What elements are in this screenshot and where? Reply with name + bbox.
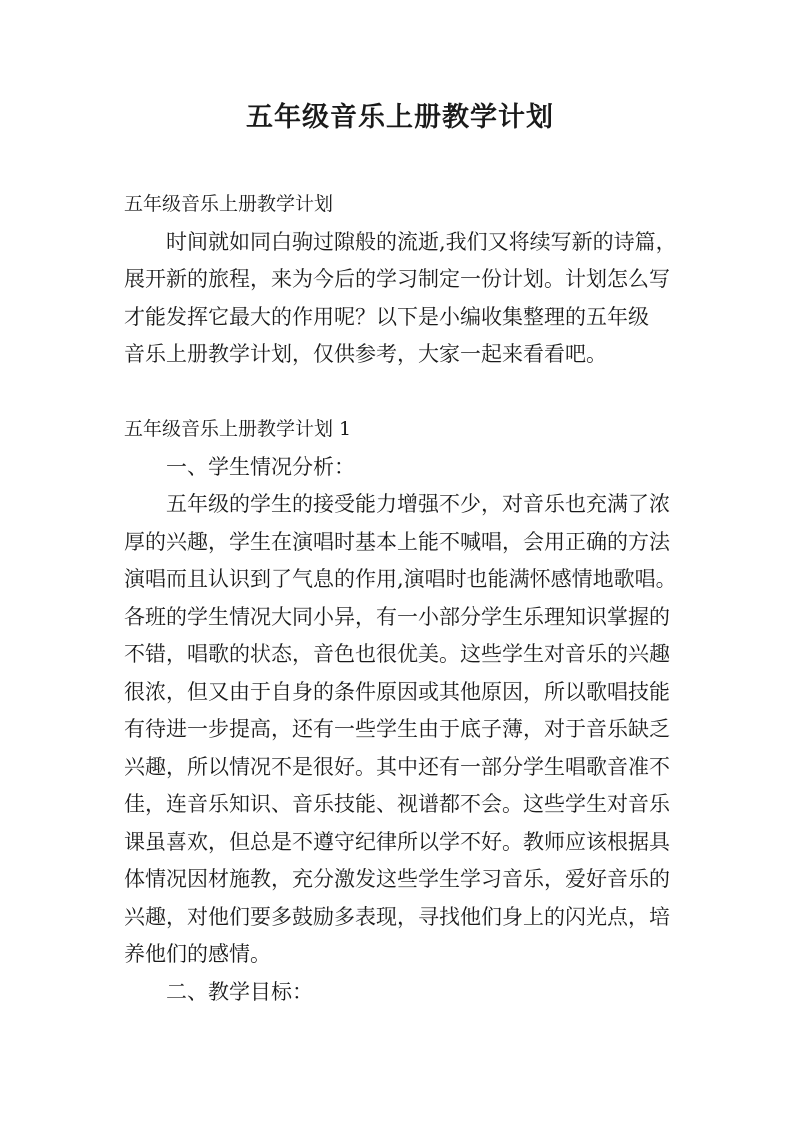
paragraph-line: 佳，连音乐知识、音乐技能、视谱都不会。这些学生对音乐 [124, 792, 670, 816]
paragraph-line: 有待进一步提高，还有一些学生由于底子薄，对于音乐缺乏 [124, 717, 670, 741]
paragraph-line: 很浓，但又由于自身的条件原因或其他原因，所以歌唱技能 [124, 679, 670, 704]
subsection-heading: 二、教学目标： [166, 979, 313, 1004]
page-title: 五年级音乐上册教学计划 [246, 102, 554, 133]
paragraph-line: 不错，唱歌的状态，音色也很优美。这些学生对音乐的兴趣 [124, 642, 670, 666]
paragraph-spacer [124, 374, 692, 412]
paragraph-line: 才能发挥它最大的作用呢？以下是小编收集整理的五年级 [124, 304, 649, 329]
paragraph-line: 音乐上册教学计划，仅供参考，大家一起来看看吧。 [124, 342, 607, 366]
paragraph-line: 兴趣，所以情况不是很好。其中还有一部分学生唱歌音准不 [124, 754, 670, 779]
paragraph-line: 课虽喜欢，但总是不遵守纪律所以学不好。教师应该根据具 [124, 829, 670, 854]
section-heading: 五年级音乐上册教学计划 [124, 193, 334, 215]
paragraph-line: 兴趣，对他们要多鼓励多表现，寻找他们身上的闪光点，培 [124, 904, 670, 929]
paragraph-line: 养他们的感情。 [124, 942, 271, 966]
paragraph-line: 展开新的旅程，来为今后的学习制定一份计划。计划怎么写 [124, 267, 670, 291]
subsection-heading: 一、学生情况分析： [166, 454, 355, 479]
paragraph-line: 厚的兴趣，学生在演唱时基本上能不喊唱，会用正确的方法 [124, 529, 670, 554]
paragraph-line: 五年级的学生的接受能力增强不少，对音乐也充满了浓 [166, 492, 670, 516]
document-body [124, 186, 692, 1011]
paragraph-line: 体情况因材施教，充分激发这些学生学习音乐，爱好音乐的 [124, 867, 670, 891]
section-heading: 五年级音乐上册教学计划 1 [124, 418, 352, 440]
paragraph-line: 演唱而且认识到了气息的作用,演唱时也能满怀感情地歌唱。 [124, 567, 677, 591]
paragraph-line: 时间就如同白驹过隙般的流逝,我们又将续写新的诗篇， [166, 229, 677, 254]
paragraph-line: 各班的学生情况大同小异，有一小部分学生乐理知识掌握的 [124, 604, 670, 629]
